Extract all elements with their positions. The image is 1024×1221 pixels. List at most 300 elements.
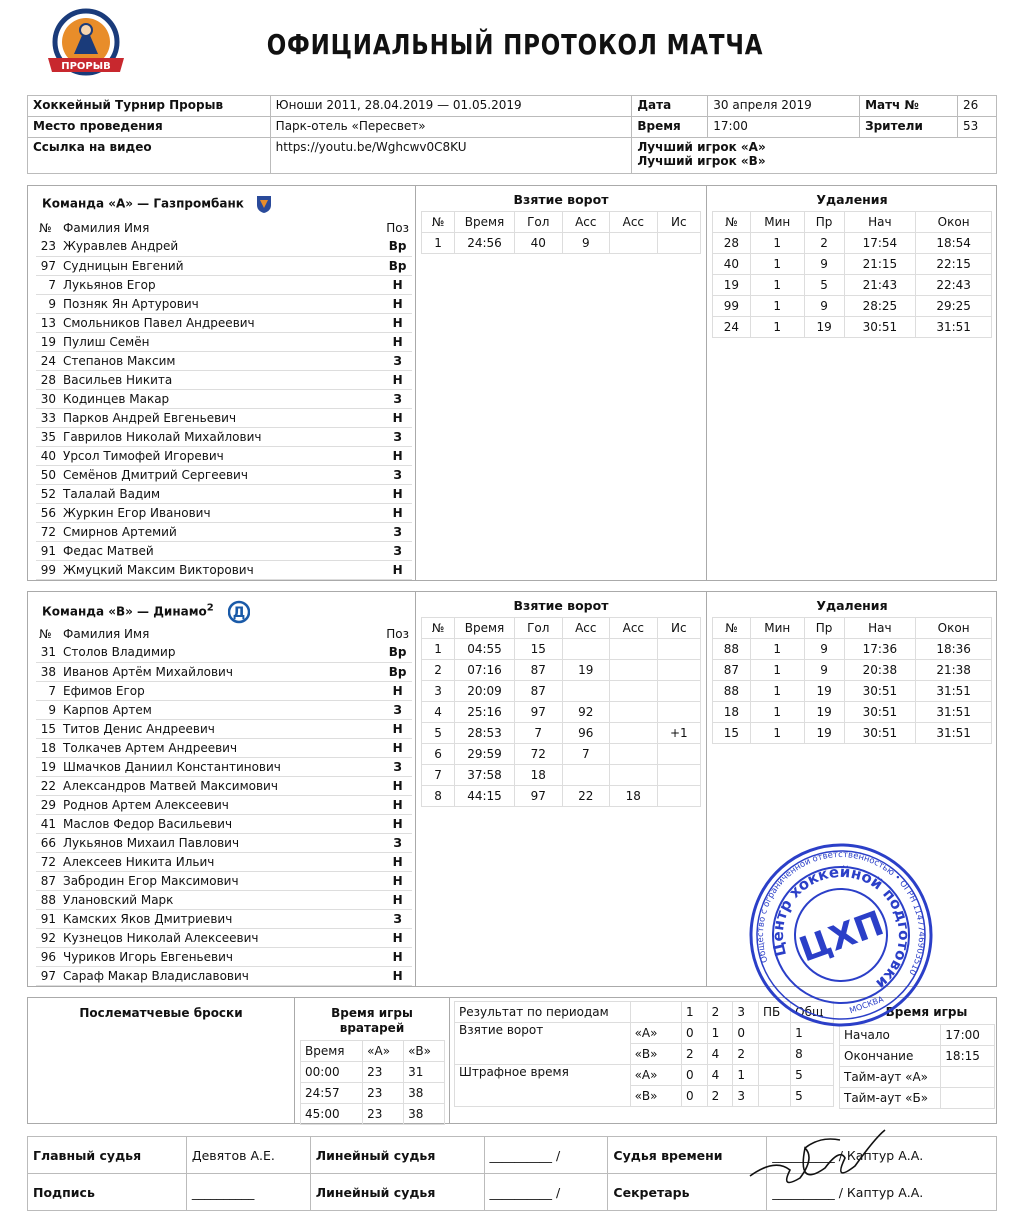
penalty-summary-label: Штрафное время (455, 1065, 631, 1107)
player-number: 91 (36, 541, 60, 560)
goal-row (422, 786, 701, 807)
pen-a-shootout (759, 1065, 791, 1086)
penalty-end: 29:25 (916, 296, 992, 317)
player-name: Парков Андрей Евгеньевич (60, 408, 383, 427)
goals-header-5: Ис (657, 212, 700, 233)
date-label: Дата (632, 96, 708, 117)
team-b-player-row (36, 776, 412, 795)
penalty-minutes: 1 (750, 317, 804, 338)
penalty-start: 21:43 (844, 275, 916, 296)
penalty-row (713, 723, 992, 744)
player-position: Н (383, 738, 412, 757)
player-number: 99 (36, 560, 60, 579)
team-a-player-row (36, 313, 412, 332)
goal-time: 07:16 (455, 660, 515, 681)
penalty-start: 21:15 (844, 254, 916, 275)
team-b-player-row (36, 643, 412, 662)
goal-assist-1 (562, 681, 610, 702)
dynamo-logo-icon (228, 600, 250, 624)
team-a-player-row (36, 332, 412, 351)
player-position: Н (383, 484, 412, 503)
player-position: Н (383, 503, 412, 522)
player-name: Гаврилов Николай Михайлович (60, 427, 383, 446)
goal-scorer: 40 (514, 233, 562, 254)
player-name: Пулиш Семён (60, 332, 383, 351)
goal-assist-1: 92 (562, 702, 610, 723)
handwritten-signature (745, 1128, 895, 1198)
penalty-player: 88 (713, 639, 751, 660)
start-label: Начало (840, 1025, 941, 1046)
goalie-time-header-1: «А» (363, 1041, 404, 1062)
team-b-player-row (36, 871, 412, 890)
goalie-time-mark: 45:00 (301, 1104, 363, 1125)
goalie-b-number: 38 (404, 1104, 445, 1125)
periods-title: Результат по периодам (455, 1002, 631, 1023)
goals-a-p3: 0 (733, 1023, 759, 1044)
secretary-label: Секретарь (608, 1174, 767, 1211)
goals-header-1: Время (455, 212, 515, 233)
goals-header-3: Асс (562, 618, 610, 639)
goalie-time-header-0: Время (301, 1041, 363, 1062)
player-position: Н (383, 928, 412, 947)
penalty-start: 28:25 (844, 296, 916, 317)
team-b-goals-table (421, 617, 701, 807)
goal-time: 29:59 (455, 744, 515, 765)
time-value: 17:00 (708, 117, 860, 138)
player-name: Шмачков Даниил Константинович (60, 757, 383, 776)
team-a-penalties-table (712, 211, 992, 338)
player-number: 91 (36, 909, 60, 928)
player-name: Толкачев Артем Андреевич (60, 738, 383, 757)
goal-scorer: 72 (514, 744, 562, 765)
player-number: 13 (36, 313, 60, 332)
player-position: Н (383, 681, 412, 700)
goals-b-p2: 4 (707, 1044, 733, 1065)
player-number: 35 (36, 427, 60, 446)
penalty-minutes: 1 (750, 233, 804, 254)
pen-a-p2: 4 (707, 1065, 733, 1086)
player-name: Васильев Никита (60, 370, 383, 389)
penalty-start: 30:51 (844, 723, 916, 744)
team-b-player-row (36, 738, 412, 757)
player-name: Жмуцкий Максим Викторович (60, 560, 383, 579)
player-number: 92 (36, 928, 60, 947)
team-a-player-row (36, 522, 412, 541)
pen-b-p1: 0 (681, 1086, 707, 1107)
team-a-player-row (36, 446, 412, 465)
team-a-player-row (36, 294, 412, 313)
player-position: Н (383, 776, 412, 795)
penalty-minutes: 1 (750, 275, 804, 296)
roster-header-name: Фамилия Имя (63, 626, 150, 641)
pen-a-p1: 0 (681, 1065, 707, 1086)
pen-b-shootout (759, 1086, 791, 1107)
goals-header-0: № (422, 212, 455, 233)
player-position: З (383, 909, 412, 928)
player-name: Талалай Вадим (60, 484, 383, 503)
goals-b-p3: 2 (733, 1044, 759, 1065)
team-b-title-text: Команда «В» — Динамо (42, 604, 207, 619)
player-number: 29 (36, 795, 60, 814)
player-number: 52 (36, 484, 60, 503)
player-position: Н (383, 294, 412, 313)
player-number: 9 (36, 700, 60, 719)
goal-scorer: 87 (514, 681, 562, 702)
player-position: Вр (383, 237, 412, 256)
time-label: Время (632, 117, 708, 138)
line-referee-2-label: Линейный судья (310, 1174, 484, 1211)
team-b-penalties-title: Удаления (816, 598, 888, 613)
goal-row (422, 660, 701, 681)
end-value: 18:15 (941, 1046, 995, 1067)
team-b-player-row (36, 852, 412, 871)
team-b-player-row (36, 928, 412, 947)
penalty-end: 18:54 (916, 233, 992, 254)
team-b-goals-title: Взятие ворот (513, 598, 609, 613)
team-a-player-row (36, 484, 412, 503)
penalty-end: 31:51 (916, 317, 992, 338)
goal-time: 04:55 (455, 639, 515, 660)
player-name: Урсол Тимофей Игоревич (60, 446, 383, 465)
player-position: Н (383, 890, 412, 909)
team-b-player-row (36, 947, 412, 966)
goal-assist-2 (610, 744, 658, 765)
player-position: З (383, 541, 412, 560)
player-position: Н (383, 370, 412, 389)
player-name: Ефимов Егор (60, 681, 383, 700)
goal-assist-2 (610, 660, 658, 681)
player-name: Смирнов Артемий (60, 522, 383, 541)
roster-header-num: № (39, 220, 52, 235)
team-a-player-row (36, 351, 412, 370)
main-referee-value: Девятов А.Е. (186, 1137, 310, 1174)
pen-a-total: 5 (791, 1065, 834, 1086)
penalties-header-4: Окон (916, 212, 992, 233)
player-position: Н (383, 795, 412, 814)
shootout-title: Послематчевые броски (79, 1006, 243, 1020)
penalty-player: 19 (713, 275, 751, 296)
penalty-player: 87 (713, 660, 751, 681)
player-position: Н (383, 332, 412, 351)
goal-time: 37:58 (455, 765, 515, 786)
goal-assist-2: 18 (610, 786, 658, 807)
team-a-player-row (36, 370, 412, 389)
goal-assist-2 (610, 702, 658, 723)
match-label: Матч № (860, 96, 958, 117)
goal-strength (657, 786, 700, 807)
team-a-goals-panel (416, 186, 707, 580)
goal-number: 6 (422, 744, 455, 765)
game-time-title: Время игры (885, 1005, 968, 1019)
goal-assist-1: 96 (562, 723, 610, 744)
date-value: 30 апреля 2019 (708, 96, 860, 117)
penalties-header-3: Нач (844, 212, 916, 233)
goal-assist-2 (610, 765, 658, 786)
goal-scorer: 15 (514, 639, 562, 660)
team-a-player-row (36, 256, 412, 275)
video-label: Ссылка на видео (28, 138, 271, 174)
logo-ribbon-text: ПРОРЫВ (61, 61, 111, 72)
penalty-player: 24 (713, 317, 751, 338)
player-number: 72 (36, 522, 60, 541)
goal-row (422, 744, 701, 765)
match-info-table (27, 95, 997, 174)
goal-strength (657, 744, 700, 765)
player-name: Титов Денис Андреевич (60, 719, 383, 738)
goals-header-2: Гол (514, 212, 562, 233)
goal-time: 28:53 (455, 723, 515, 744)
goal-number: 1 (422, 233, 455, 254)
penalty-player: 28 (713, 233, 751, 254)
goal-row (422, 702, 701, 723)
team-b-player-row (36, 795, 412, 814)
video-link[interactable]: https://youtu.be/Wghcwv0C8KU (270, 138, 632, 174)
team-a-section (27, 185, 997, 581)
goal-number: 1 (422, 639, 455, 660)
player-name: Камских Яков Дмитриевич (60, 909, 383, 928)
goal-row (422, 233, 701, 254)
player-name: Карпов Артем (60, 700, 383, 719)
periods-header-blank (630, 1002, 681, 1023)
penalty-row (713, 702, 992, 723)
penalty-end: 31:51 (916, 702, 992, 723)
penalty-minutes: 1 (750, 296, 804, 317)
player-position: Н (383, 871, 412, 890)
timeout-a-value (941, 1067, 995, 1088)
page-title: ОФИЦИАЛЬНЫЙ ПРОТОКОЛ МАТЧА (266, 28, 764, 61)
player-position: З (383, 700, 412, 719)
goal-row (422, 681, 701, 702)
penalty-row (713, 639, 992, 660)
penalty-player: 88 (713, 681, 751, 702)
period-header-shootout: ПБ (759, 1002, 791, 1023)
player-name: Маслов Федор Васильевич (60, 814, 383, 833)
penalty-minutes: 1 (750, 702, 804, 723)
player-number: 19 (36, 332, 60, 351)
player-number: 41 (36, 814, 60, 833)
goals-header-4: Асс (610, 212, 658, 233)
start-value: 17:00 (941, 1025, 995, 1046)
player-number: 15 (36, 719, 60, 738)
player-number: 23 (36, 237, 60, 256)
penalty-start: 20:38 (844, 660, 916, 681)
goal-strength (657, 702, 700, 723)
player-name: Лукьянов Михаил Павлович (60, 833, 383, 852)
goal-strength (657, 639, 700, 660)
player-number: 96 (36, 947, 60, 966)
goal-scorer: 97 (514, 702, 562, 723)
player-name: Забродин Егор Максимович (60, 871, 383, 890)
team-b-title-sup: 2 (206, 602, 214, 614)
goalie-a-number: 23 (363, 1104, 404, 1125)
penalty-minutes: 1 (750, 660, 804, 681)
goalie-a-number: 23 (363, 1083, 404, 1104)
goals-header-2: Гол (514, 618, 562, 639)
penalty-minutes: 1 (750, 254, 804, 275)
goal-time: 20:09 (455, 681, 515, 702)
viewers-label: Зрители (860, 117, 958, 138)
penalty-row (713, 233, 992, 254)
goal-assist-1: 19 (562, 660, 610, 681)
penalty-minutes: 1 (750, 639, 804, 660)
goal-number: 4 (422, 702, 455, 723)
player-name: Роднов Артем Алексеевич (60, 795, 383, 814)
pen-a-p3: 1 (733, 1065, 759, 1086)
pen-b-total: 5 (791, 1086, 834, 1107)
player-number: 22 (36, 776, 60, 795)
stamp-center-text: ЦХП (794, 903, 890, 971)
goals-side-b: «В» (630, 1044, 681, 1065)
player-number: 24 (36, 351, 60, 370)
penalty-start: 30:51 (844, 702, 916, 723)
goal-strength (657, 765, 700, 786)
team-a-goals-table (421, 211, 701, 254)
penalties-header-2: Пр (804, 212, 844, 233)
goals-b-shootout (759, 1044, 791, 1065)
player-position: Вр (383, 256, 412, 275)
team-b-roster-panel (28, 592, 416, 986)
goal-strength: +1 (657, 723, 700, 744)
player-position: Н (383, 560, 412, 579)
penalty-end: 18:36 (916, 639, 992, 660)
roster-header-pos: Поз (386, 626, 409, 641)
player-number: 66 (36, 833, 60, 852)
player-name: Степанов Максим (60, 351, 383, 370)
goals-header-4: Асс (610, 618, 658, 639)
player-number: 28 (36, 370, 60, 389)
goalie-time-table (300, 1040, 445, 1125)
goal-number: 2 (422, 660, 455, 681)
penalty-reason: 9 (804, 639, 844, 660)
goalie-time-row (301, 1083, 445, 1104)
player-name: Позняк Ян Артурович (60, 294, 383, 313)
player-number: 31 (36, 643, 60, 662)
player-name: Федас Матвей (60, 541, 383, 560)
goals-b-p1: 2 (681, 1044, 707, 1065)
penalties-header-1: Мин (750, 618, 804, 639)
timeout-b-label: Тайм-аут «Б» (840, 1088, 941, 1109)
team-b-player-row (36, 700, 412, 719)
goal-number: 5 (422, 723, 455, 744)
venue-value: Парк-отель «Пересвет» (270, 117, 632, 138)
goals-a-p2: 1 (707, 1023, 733, 1044)
official-stamp (746, 840, 936, 1030)
team-b-roster (36, 624, 412, 986)
player-name: Журавлев Андрей (60, 237, 383, 256)
team-a-player-row (36, 503, 412, 522)
goals-side-a: «А» (630, 1023, 681, 1044)
best-player-b-label: Лучший игрок «В» (637, 154, 766, 168)
player-name: Лукьянов Егор (60, 275, 383, 294)
team-b-player-row (36, 833, 412, 852)
team-a-goals-title: Взятие ворот (513, 192, 609, 207)
penalty-start: 17:54 (844, 233, 916, 254)
timekeeper-label: Судья времени (608, 1137, 767, 1174)
team-a-penalties-title: Удаления (816, 192, 888, 207)
timekeeper-value: __________ / Каптур А.А. (767, 1137, 997, 1174)
goal-assist-2 (610, 681, 658, 702)
player-number: 40 (36, 446, 60, 465)
player-name: Журкин Егор Иванович (60, 503, 383, 522)
match-value: 26 (958, 96, 997, 117)
goal-row (422, 723, 701, 744)
goal-time: 44:15 (455, 786, 515, 807)
player-number: 7 (36, 275, 60, 294)
goals-a-total: 1 (791, 1023, 834, 1044)
player-name: Улановский Марк (60, 890, 383, 909)
period-header-2: 2 (707, 1002, 733, 1023)
team-a-penalties-panel (707, 186, 997, 580)
player-position: З (383, 427, 412, 446)
period-header-1: 1 (681, 1002, 707, 1023)
goal-assist-1: 22 (562, 786, 610, 807)
team-b-goals-panel (416, 592, 707, 986)
penalty-end: 22:15 (916, 254, 992, 275)
goal-number: 3 (422, 681, 455, 702)
team-b-player-row (36, 890, 412, 909)
player-number: 72 (36, 852, 60, 871)
player-position: З (383, 389, 412, 408)
goals-header-1: Время (455, 618, 515, 639)
penalties-header-0: № (713, 212, 751, 233)
penalty-reason: 5 (804, 275, 844, 296)
gazprombank-logo-icon (256, 194, 272, 214)
penalty-reason: 19 (804, 681, 844, 702)
pen-side-b: «В» (630, 1086, 681, 1107)
penalty-reason: 19 (804, 723, 844, 744)
team-a-player-row (36, 541, 412, 560)
goals-a-p1: 0 (681, 1023, 707, 1044)
player-name: Сараф Макар Владиславович (60, 966, 383, 985)
team-b-player-row (36, 909, 412, 928)
goalie-time-panel (295, 998, 450, 1123)
team-a-player-row (36, 237, 412, 256)
team-b-player-row (36, 681, 412, 700)
player-number: 88 (36, 890, 60, 909)
goalie-time-row (301, 1062, 445, 1083)
roster-header-name: Фамилия Имя (63, 220, 150, 235)
signature-label: Подпись (28, 1174, 187, 1211)
pen-b-p3: 3 (733, 1086, 759, 1107)
goal-assist-1 (562, 765, 610, 786)
roster-header-pos: Поз (386, 220, 409, 235)
player-number: 33 (36, 408, 60, 427)
player-position: З (383, 522, 412, 541)
goal-assist-1: 9 (562, 233, 610, 254)
viewers-value: 53 (958, 117, 997, 138)
player-position: Н (383, 408, 412, 427)
team-b-title (42, 600, 250, 624)
penalty-row (713, 296, 992, 317)
player-position: Н (383, 966, 412, 985)
goal-scorer: 7 (514, 723, 562, 744)
signature-value: __________ (186, 1174, 310, 1211)
goal-scorer: 18 (514, 765, 562, 786)
penalty-start: 17:36 (844, 639, 916, 660)
goal-assist-1 (562, 639, 610, 660)
player-number: 38 (36, 662, 60, 681)
player-position: З (383, 351, 412, 370)
goalie-a-number: 23 (363, 1062, 404, 1083)
penalty-reason: 2 (804, 233, 844, 254)
penalty-reason: 19 (804, 317, 844, 338)
best-player-a-label: Лучший игрок «А» (637, 140, 766, 154)
team-a-roster (36, 218, 412, 580)
player-number: 18 (36, 738, 60, 757)
player-name: Кузнецов Николай Алексеевич (60, 928, 383, 947)
team-a-player-row (36, 389, 412, 408)
penalty-player: 15 (713, 723, 751, 744)
